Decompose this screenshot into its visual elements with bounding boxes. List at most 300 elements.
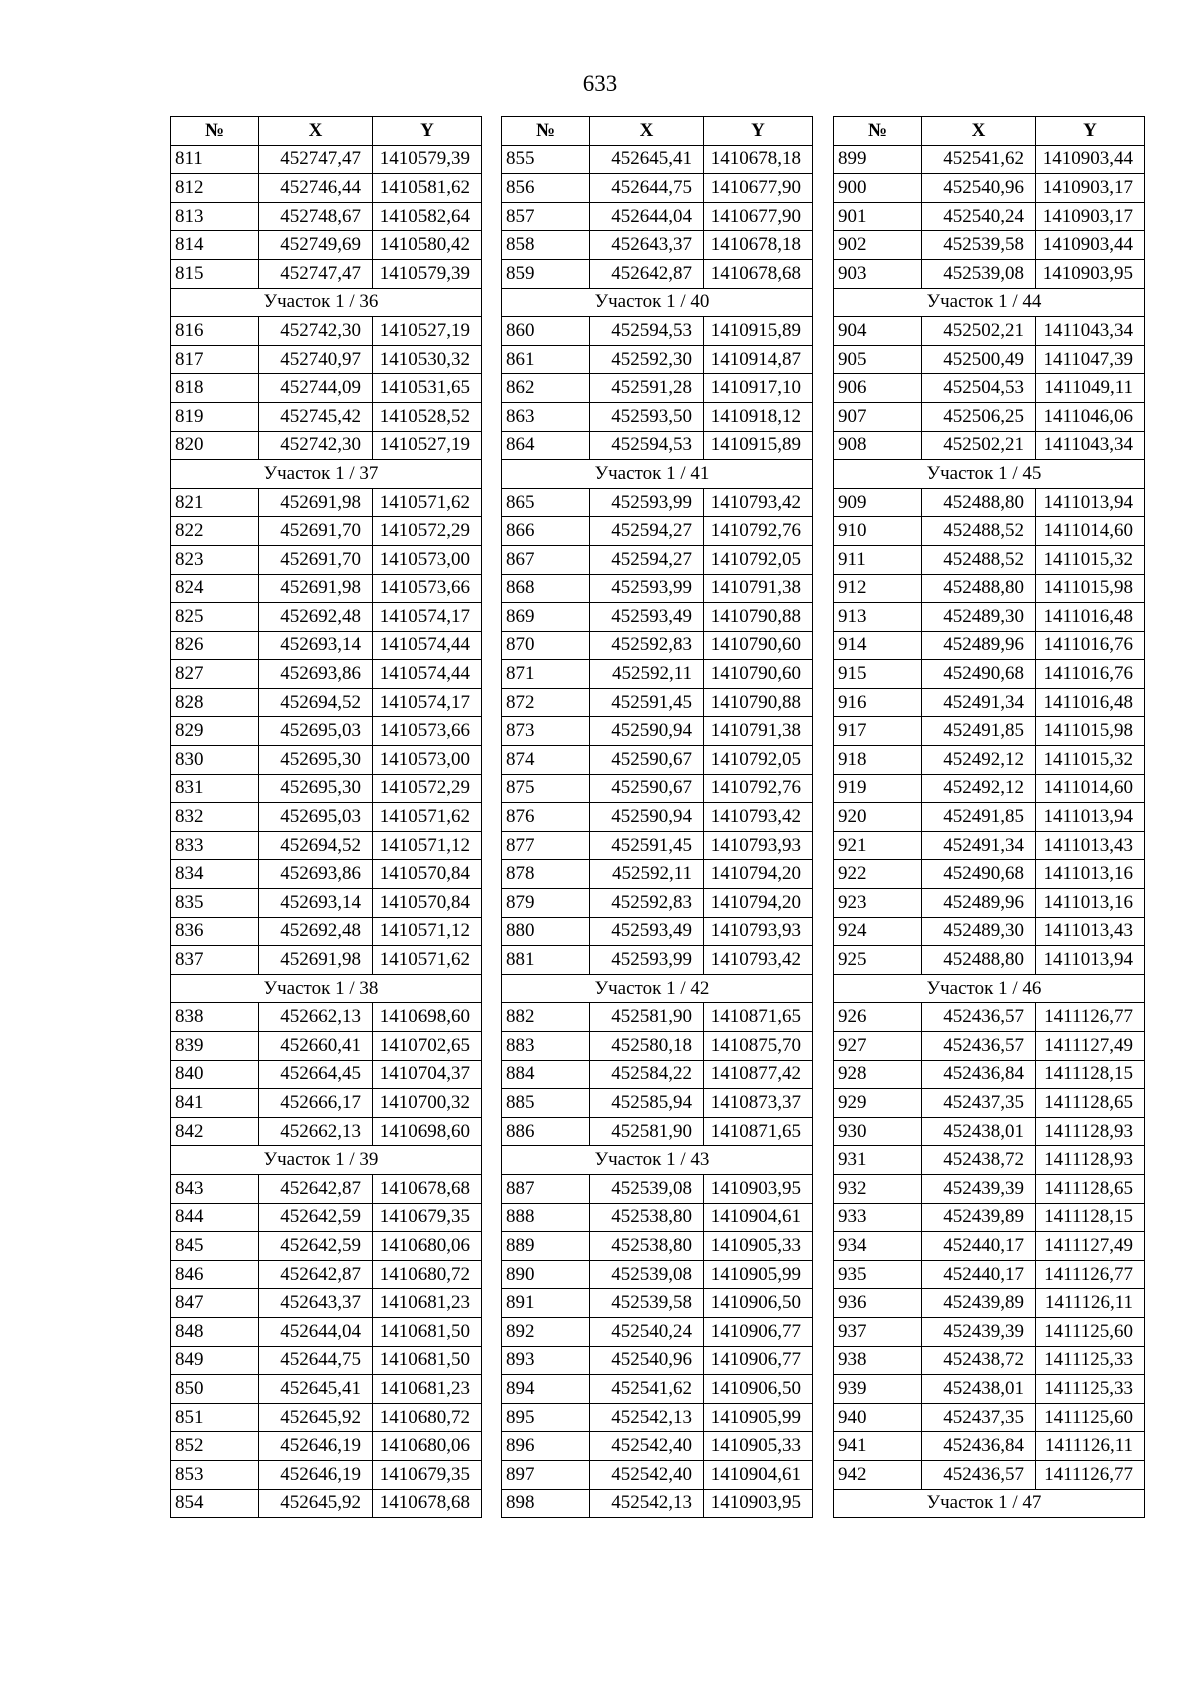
x-coordinate: 452594,53 — [590, 431, 704, 460]
table-row — [834, 431, 1145, 460]
table-row — [171, 488, 482, 517]
table-row — [502, 1003, 813, 1032]
point-number: 938 — [834, 1346, 922, 1375]
x-coordinate: 452439,89 — [922, 1203, 1036, 1232]
point-number: 842 — [171, 1117, 259, 1146]
table-row — [834, 145, 1145, 174]
y-coordinate: 1410571,62 — [373, 488, 482, 517]
x-coordinate: 452695,03 — [259, 717, 373, 746]
table-row — [834, 317, 1145, 346]
header-number: № — [502, 117, 590, 146]
y-coordinate: 1410698,60 — [373, 1003, 482, 1032]
y-coordinate: 1410570,84 — [373, 889, 482, 918]
x-coordinate: 452645,92 — [259, 1489, 373, 1518]
point-number: 934 — [834, 1232, 922, 1261]
x-coordinate: 452666,17 — [259, 1089, 373, 1118]
section-label: Участок 1 / 41 — [594, 462, 710, 484]
table-row — [171, 917, 482, 946]
section-cell — [502, 460, 813, 489]
point-number: 854 — [171, 1489, 259, 1518]
point-number: 900 — [834, 174, 922, 203]
table-row — [171, 202, 482, 231]
point-number: 913 — [834, 603, 922, 632]
point-number: 876 — [502, 803, 590, 832]
y-coordinate: 1410792,76 — [704, 774, 813, 803]
table-row — [502, 145, 813, 174]
section-cell — [834, 460, 1145, 489]
point-number: 853 — [171, 1460, 259, 1489]
y-coordinate: 1410572,29 — [373, 517, 482, 546]
x-coordinate: 452645,92 — [259, 1403, 373, 1432]
y-coordinate: 1410574,17 — [373, 603, 482, 632]
header-x: X — [259, 117, 373, 146]
x-coordinate: 452593,99 — [590, 488, 704, 517]
table-row — [171, 1117, 482, 1146]
x-coordinate: 452538,80 — [590, 1232, 704, 1261]
table-row — [502, 1346, 813, 1375]
y-coordinate: 1411128,15 — [1036, 1060, 1145, 1089]
x-coordinate: 452490,68 — [922, 660, 1036, 689]
x-coordinate: 452644,04 — [590, 202, 704, 231]
y-coordinate: 1411128,15 — [1036, 1203, 1145, 1232]
point-number: 930 — [834, 1117, 922, 1146]
y-coordinate: 1410698,60 — [373, 1117, 482, 1146]
table-row — [502, 231, 813, 260]
y-coordinate: 1410792,05 — [704, 746, 813, 775]
table-row — [171, 374, 482, 403]
section-cell — [171, 288, 482, 317]
y-coordinate: 1410530,32 — [373, 345, 482, 374]
point-number: 817 — [171, 345, 259, 374]
section-row — [502, 288, 813, 317]
point-number: 880 — [502, 917, 590, 946]
x-coordinate: 452437,35 — [922, 1403, 1036, 1432]
section-row — [834, 460, 1145, 489]
y-coordinate: 1410574,17 — [373, 688, 482, 717]
table-row — [834, 688, 1145, 717]
x-coordinate: 452491,34 — [922, 688, 1036, 717]
table-row — [502, 803, 813, 832]
y-coordinate: 1410790,60 — [704, 660, 813, 689]
point-number: 931 — [834, 1146, 922, 1175]
point-number: 814 — [171, 231, 259, 260]
point-number: 884 — [502, 1060, 590, 1089]
x-coordinate: 452492,12 — [922, 774, 1036, 803]
coordinate-table-left — [170, 116, 482, 1518]
y-coordinate: 1410680,06 — [373, 1432, 482, 1461]
y-coordinate: 1411128,65 — [1036, 1089, 1145, 1118]
y-coordinate: 1411043,34 — [1036, 431, 1145, 460]
x-coordinate: 452746,44 — [259, 174, 373, 203]
x-coordinate: 452438,72 — [922, 1346, 1036, 1375]
y-coordinate: 1411013,94 — [1036, 803, 1145, 832]
table-row — [502, 1489, 813, 1518]
header-x: X — [590, 117, 704, 146]
x-coordinate: 452590,94 — [590, 803, 704, 832]
x-coordinate: 452744,09 — [259, 374, 373, 403]
y-coordinate: 1410678,68 — [704, 259, 813, 288]
point-number: 883 — [502, 1032, 590, 1061]
point-number: 889 — [502, 1232, 590, 1261]
point-number: 813 — [171, 202, 259, 231]
y-coordinate: 1410702,65 — [373, 1032, 482, 1061]
x-coordinate: 452694,52 — [259, 831, 373, 860]
point-number: 887 — [502, 1174, 590, 1203]
table-row — [502, 374, 813, 403]
table-row — [171, 145, 482, 174]
x-coordinate: 452540,24 — [922, 202, 1036, 231]
y-coordinate: 1411125,33 — [1036, 1375, 1145, 1404]
point-number: 914 — [834, 631, 922, 660]
x-coordinate: 452489,30 — [922, 603, 1036, 632]
table-row — [171, 1375, 482, 1404]
point-number: 865 — [502, 488, 590, 517]
table-row — [502, 259, 813, 288]
table-row — [502, 1032, 813, 1061]
y-coordinate: 1410903,95 — [704, 1489, 813, 1518]
x-coordinate: 452542,13 — [590, 1489, 704, 1518]
section-row — [502, 974, 813, 1003]
table-row — [171, 1260, 482, 1289]
y-coordinate: 1410877,42 — [704, 1060, 813, 1089]
x-coordinate: 452502,21 — [922, 317, 1036, 346]
y-coordinate: 1410873,37 — [704, 1089, 813, 1118]
y-coordinate: 1411015,98 — [1036, 574, 1145, 603]
table-row — [502, 488, 813, 517]
x-coordinate: 452542,13 — [590, 1403, 704, 1432]
y-coordinate: 1410875,70 — [704, 1032, 813, 1061]
point-number: 820 — [171, 431, 259, 460]
point-number: 873 — [502, 717, 590, 746]
x-coordinate: 452591,45 — [590, 688, 704, 717]
table-row — [834, 1289, 1145, 1318]
coordinate-table-middle — [501, 116, 813, 1518]
section-row — [171, 460, 482, 489]
x-coordinate: 452662,13 — [259, 1003, 373, 1032]
table-row — [834, 803, 1145, 832]
x-coordinate: 452592,11 — [590, 860, 704, 889]
x-coordinate: 452593,50 — [590, 402, 704, 431]
x-coordinate: 452642,87 — [259, 1260, 373, 1289]
y-coordinate: 1410906,50 — [704, 1289, 813, 1318]
section-cell — [171, 974, 482, 1003]
point-number: 909 — [834, 488, 922, 517]
table-row — [834, 1089, 1145, 1118]
y-coordinate: 1411125,60 — [1036, 1403, 1145, 1432]
y-coordinate: 1410903,44 — [1036, 145, 1145, 174]
x-coordinate: 452500,49 — [922, 345, 1036, 374]
y-coordinate: 1411128,93 — [1036, 1117, 1145, 1146]
point-number: 864 — [502, 431, 590, 460]
point-number: 839 — [171, 1032, 259, 1061]
x-coordinate: 452542,40 — [590, 1460, 704, 1489]
x-coordinate: 452540,24 — [590, 1317, 704, 1346]
y-coordinate: 1410679,35 — [373, 1203, 482, 1232]
y-coordinate: 1410905,33 — [704, 1232, 813, 1261]
y-coordinate: 1410903,17 — [1036, 202, 1145, 231]
point-number: 928 — [834, 1060, 922, 1089]
x-coordinate: 452581,90 — [590, 1117, 704, 1146]
table-row — [834, 174, 1145, 203]
point-number: 838 — [171, 1003, 259, 1032]
table-row — [834, 1174, 1145, 1203]
section-label: Участок 1 / 45 — [926, 462, 1042, 484]
y-coordinate: 1411014,60 — [1036, 517, 1145, 546]
y-coordinate: 1410903,95 — [1036, 259, 1145, 288]
x-coordinate: 452488,80 — [922, 574, 1036, 603]
x-coordinate: 452491,85 — [922, 803, 1036, 832]
section-label: Участок 1 / 43 — [594, 1149, 710, 1171]
y-coordinate: 1410681,50 — [373, 1346, 482, 1375]
header-number: № — [834, 117, 922, 146]
table-row — [502, 889, 813, 918]
point-number: 893 — [502, 1346, 590, 1375]
table-row — [834, 1460, 1145, 1489]
x-coordinate: 452745,42 — [259, 402, 373, 431]
point-number: 848 — [171, 1317, 259, 1346]
table-row — [171, 431, 482, 460]
table-row — [834, 1003, 1145, 1032]
point-number: 811 — [171, 145, 259, 174]
y-coordinate: 1410579,39 — [373, 259, 482, 288]
section-label: Участок 1 / 47 — [926, 1492, 1042, 1514]
y-coordinate: 1410790,88 — [704, 688, 813, 717]
table-row — [171, 402, 482, 431]
section-cell — [502, 974, 813, 1003]
table-row — [171, 1346, 482, 1375]
x-coordinate: 452660,41 — [259, 1032, 373, 1061]
table-row — [834, 1203, 1145, 1232]
y-coordinate: 1410528,52 — [373, 402, 482, 431]
table-body — [834, 145, 1145, 1518]
point-number: 933 — [834, 1203, 922, 1232]
y-coordinate: 1410704,37 — [373, 1060, 482, 1089]
x-coordinate: 452591,28 — [590, 374, 704, 403]
y-coordinate: 1410905,99 — [704, 1260, 813, 1289]
table-row — [502, 1289, 813, 1318]
x-coordinate: 452491,85 — [922, 717, 1036, 746]
point-number: 829 — [171, 717, 259, 746]
section-label: Участок 1 / 44 — [926, 291, 1042, 313]
y-coordinate: 1410581,62 — [373, 174, 482, 203]
x-coordinate: 452693,14 — [259, 631, 373, 660]
point-number: 895 — [502, 1403, 590, 1432]
point-number: 867 — [502, 545, 590, 574]
y-coordinate: 1410906,50 — [704, 1375, 813, 1404]
x-coordinate: 452593,99 — [590, 946, 704, 975]
y-coordinate: 1410793,93 — [704, 831, 813, 860]
point-number: 819 — [171, 402, 259, 431]
y-coordinate: 1410678,68 — [373, 1489, 482, 1518]
table-row — [502, 345, 813, 374]
point-number: 917 — [834, 717, 922, 746]
x-coordinate: 452542,40 — [590, 1432, 704, 1461]
table-row — [502, 517, 813, 546]
point-number: 902 — [834, 231, 922, 260]
y-coordinate: 1410572,29 — [373, 774, 482, 803]
section-row — [171, 974, 482, 1003]
point-number: 856 — [502, 174, 590, 203]
point-number: 863 — [502, 402, 590, 431]
table-row — [834, 660, 1145, 689]
point-number: 923 — [834, 889, 922, 918]
table-row — [171, 831, 482, 860]
point-number: 921 — [834, 831, 922, 860]
x-coordinate: 452645,41 — [590, 145, 704, 174]
table-row — [502, 317, 813, 346]
point-number: 881 — [502, 946, 590, 975]
x-coordinate: 452492,12 — [922, 746, 1036, 775]
point-number: 925 — [834, 946, 922, 975]
section-row — [834, 974, 1145, 1003]
x-coordinate: 452490,68 — [922, 860, 1036, 889]
y-coordinate: 1411043,34 — [1036, 317, 1145, 346]
point-number: 915 — [834, 660, 922, 689]
point-number: 929 — [834, 1089, 922, 1118]
table-row — [834, 831, 1145, 860]
x-coordinate: 452646,19 — [259, 1432, 373, 1461]
point-number: 885 — [502, 1089, 590, 1118]
point-number: 824 — [171, 574, 259, 603]
x-coordinate: 452662,13 — [259, 1117, 373, 1146]
point-number: 859 — [502, 259, 590, 288]
point-number: 924 — [834, 917, 922, 946]
point-number: 908 — [834, 431, 922, 460]
point-number: 892 — [502, 1317, 590, 1346]
x-coordinate: 452693,14 — [259, 889, 373, 918]
point-number: 936 — [834, 1289, 922, 1318]
point-number: 851 — [171, 1403, 259, 1432]
x-coordinate: 452502,21 — [922, 431, 1036, 460]
x-coordinate: 452580,18 — [590, 1032, 704, 1061]
y-coordinate: 1410579,39 — [373, 145, 482, 174]
point-number: 940 — [834, 1403, 922, 1432]
x-coordinate: 452538,80 — [590, 1203, 704, 1232]
x-coordinate: 452592,11 — [590, 660, 704, 689]
table-row — [171, 746, 482, 775]
x-coordinate: 452693,86 — [259, 860, 373, 889]
table-row — [502, 202, 813, 231]
page-number: 633 — [582, 71, 618, 96]
point-number: 835 — [171, 889, 259, 918]
table-row — [171, 1203, 482, 1232]
table-row — [834, 774, 1145, 803]
point-number: 815 — [171, 259, 259, 288]
table-row — [834, 631, 1145, 660]
y-coordinate: 1410918,12 — [704, 402, 813, 431]
point-number: 846 — [171, 1260, 259, 1289]
point-number: 874 — [502, 746, 590, 775]
x-coordinate: 452437,35 — [922, 1089, 1036, 1118]
y-coordinate: 1411016,48 — [1036, 688, 1145, 717]
y-coordinate: 1410677,90 — [704, 174, 813, 203]
x-coordinate: 452488,52 — [922, 545, 1036, 574]
point-number: 879 — [502, 889, 590, 918]
y-coordinate: 1411128,65 — [1036, 1174, 1145, 1203]
y-coordinate: 1410793,42 — [704, 803, 813, 832]
table-row — [834, 488, 1145, 517]
table-row — [502, 1403, 813, 1432]
x-coordinate: 452691,70 — [259, 517, 373, 546]
x-coordinate: 452644,75 — [259, 1346, 373, 1375]
y-coordinate: 1410527,19 — [373, 431, 482, 460]
point-number: 926 — [834, 1003, 922, 1032]
table-row — [171, 1403, 482, 1432]
section-label: Участок 1 / 42 — [594, 977, 710, 999]
x-coordinate: 452695,03 — [259, 803, 373, 832]
point-number: 906 — [834, 374, 922, 403]
point-number: 941 — [834, 1432, 922, 1461]
table-row — [502, 831, 813, 860]
point-number: 827 — [171, 660, 259, 689]
table-row — [502, 660, 813, 689]
y-coordinate: 1411014,60 — [1036, 774, 1145, 803]
y-coordinate: 1410680,06 — [373, 1232, 482, 1261]
x-coordinate: 452749,69 — [259, 231, 373, 260]
header-x: X — [922, 117, 1036, 146]
coordinate-table-right — [833, 116, 1145, 1518]
header-y: Y — [1036, 117, 1145, 146]
table-row — [502, 603, 813, 632]
table-row — [502, 746, 813, 775]
x-coordinate: 452539,08 — [922, 259, 1036, 288]
y-coordinate: 1410582,64 — [373, 202, 482, 231]
y-coordinate: 1411126,77 — [1036, 1003, 1145, 1032]
table-row — [834, 1232, 1145, 1261]
x-coordinate: 452592,83 — [590, 631, 704, 660]
table-row — [171, 1089, 482, 1118]
x-coordinate: 452643,37 — [259, 1289, 373, 1318]
x-coordinate: 452590,94 — [590, 717, 704, 746]
table-row — [834, 1432, 1145, 1461]
header-y: Y — [373, 117, 482, 146]
y-coordinate: 1411013,94 — [1036, 488, 1145, 517]
x-coordinate: 452695,30 — [259, 774, 373, 803]
table-row — [171, 631, 482, 660]
x-coordinate: 452747,47 — [259, 145, 373, 174]
x-coordinate: 452693,86 — [259, 660, 373, 689]
y-coordinate: 1411013,94 — [1036, 946, 1145, 975]
x-coordinate: 452594,27 — [590, 545, 704, 574]
table-row — [502, 402, 813, 431]
table-row — [171, 545, 482, 574]
table-row — [171, 946, 482, 975]
point-number: 922 — [834, 860, 922, 889]
x-coordinate: 452593,99 — [590, 574, 704, 603]
table-header-row — [834, 117, 1145, 146]
y-coordinate: 1411016,76 — [1036, 660, 1145, 689]
point-number: 840 — [171, 1060, 259, 1089]
table-row — [502, 545, 813, 574]
table-row — [502, 1117, 813, 1146]
section-label: Участок 1 / 39 — [263, 1149, 379, 1171]
y-coordinate: 1410794,20 — [704, 889, 813, 918]
y-coordinate: 1410677,90 — [704, 202, 813, 231]
table-row — [171, 1032, 482, 1061]
table-row — [834, 1146, 1145, 1175]
table-row — [171, 259, 482, 288]
x-coordinate: 452643,37 — [590, 231, 704, 260]
x-coordinate: 452436,57 — [922, 1460, 1036, 1489]
table-row — [502, 1203, 813, 1232]
x-coordinate: 452488,80 — [922, 946, 1036, 975]
table-row — [171, 860, 482, 889]
point-number: 901 — [834, 202, 922, 231]
table-row — [171, 688, 482, 717]
table-row — [834, 1375, 1145, 1404]
y-coordinate: 1411126,77 — [1036, 1460, 1145, 1489]
x-coordinate: 452691,98 — [259, 488, 373, 517]
